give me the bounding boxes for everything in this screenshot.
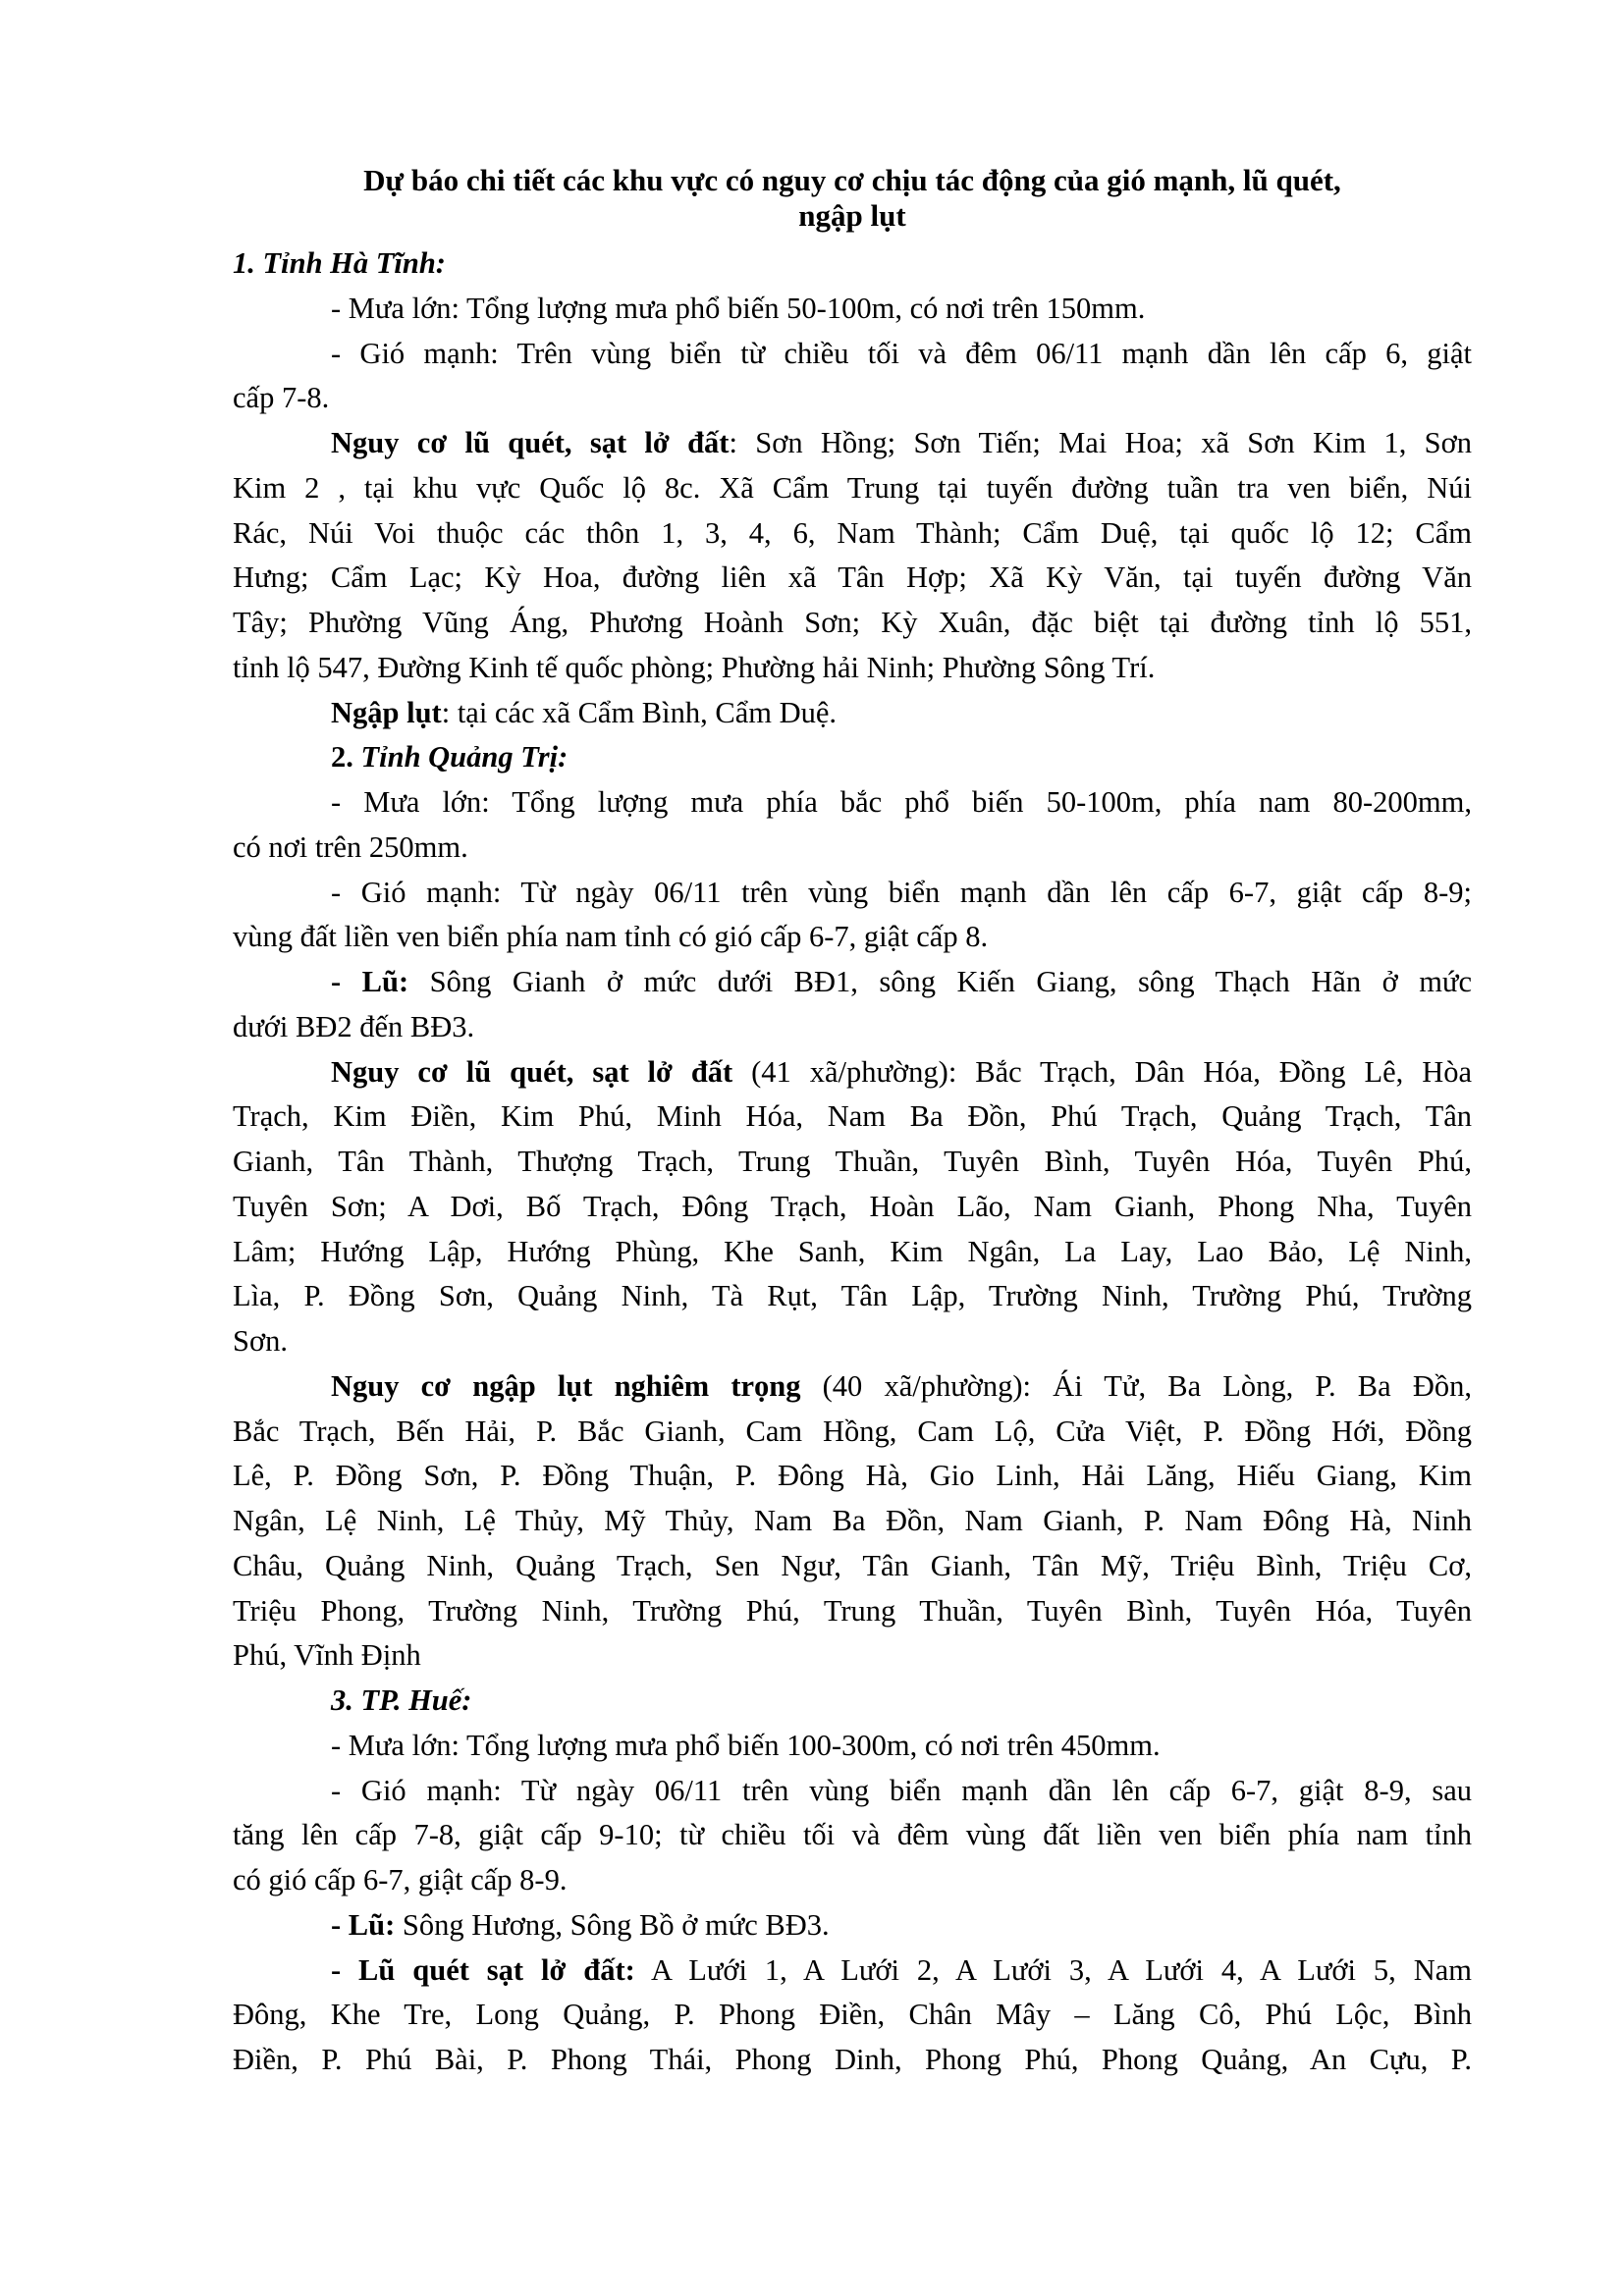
emphasis-text: 2. [331, 740, 361, 774]
body-text: Sông Hương, Sông Bồ ở mức BĐ3. [395, 1907, 830, 1942]
text-line [331, 1054, 1472, 1090]
body-text: Đông, Khe Tre, Long Quảng, P. Phong Điền, Chân Mây – Lăng Cô, Phú Lộc, Bình [233, 1998, 1472, 2032]
text-line [233, 2042, 1472, 2077]
emphasis-text: 3. TP. Huế: [331, 1683, 472, 1717]
text-line [331, 695, 1472, 730]
text-line [331, 291, 1472, 326]
body-text: Ngân, Lệ Ninh, Lệ Thủy, Mỹ Thủy, Nam Ba Đồn, Nam Gianh, P. Nam Đông Hà, Ninh [233, 1504, 1472, 1537]
emphasis-text: Ngập lụt [331, 695, 442, 729]
body-text: Triệu Phong, Trường Ninh, Trường Phú, Trung Thuần, Tuyên Bình, Tuyên Hóa, Tuyên [233, 1593, 1472, 1628]
body-text: - Mưa lớn: Tổng lượng mưa phổ biến 100-300m, có nơi trên 450mm. [331, 1728, 1161, 1762]
body-text: Sơn. [233, 1324, 288, 1358]
text-line [233, 605, 1472, 640]
text-line [233, 829, 1472, 865]
emphasis-text: 1. Tỉnh Hà Tĩnh: [233, 246, 446, 280]
body-text: Hưng; Cẩm Lạc; Kỳ Hoa, đường liên xã Tân Hợp; Xã Kỳ Văn, tại tuyến đường Văn [233, 561, 1472, 595]
document-title [233, 163, 1472, 234]
text-line [331, 1773, 1472, 1808]
emphasis-text: - Lũ: [331, 1907, 396, 1942]
body-text: : tại các xã Cẩm Bình, Cẩm Duệ. [441, 695, 838, 729]
body-text: vùng đất liền ven biển phía nam tỉnh có gió cấp 6-7, giật cấp 8. [233, 920, 989, 954]
emphasis-text: - Lũ: [331, 965, 409, 998]
text-line [331, 784, 1472, 820]
body-text: dưới BĐ2 đến BĐ3. [233, 1009, 475, 1043]
text-line [233, 1234, 1472, 1269]
body-text: Sông Gianh ở mức dưới BĐ1, sông Kiến Giang, sông Thạch Hãn ở mức [408, 965, 1472, 998]
body-text: Kim 2 , tại khu vực Quốc lộ 8c. Xã Cẩm Trung tại tuyến đường tuần tra ven biển, Núi [233, 470, 1472, 505]
text-line [233, 1458, 1472, 1493]
body-text: (41 xã/phường): Bắc Trạch, Dân Hóa, Đồng Lê, Hòa [732, 1054, 1473, 1089]
text-line [233, 380, 1472, 415]
text-line [331, 1368, 1472, 1404]
emphasis-text: - Lũ quét sạt lở đất: [331, 1952, 635, 1987]
text-line [331, 875, 1472, 910]
body-text: Gianh, Tân Thành, Thượng Trạch, Trung Thuần, Tuyên Bình, Tuyên Hóa, Tuyên Phú, [233, 1145, 1472, 1178]
body-text: Rác, Núi Voi thuộc các thôn 1, 3, 4, 6, Nam Thành; Cẩm Duệ, tại quốc lộ 12; Cẩm [233, 515, 1472, 550]
body-text: Lìa, P. Đồng Sơn, Quảng Ninh, Tà Rụt, Tân Lập, Trường Ninh, Trường Phú, Trường [233, 1279, 1472, 1313]
text-line [233, 1189, 1472, 1224]
body-text: Điền, P. Phú Bài, P. Phong Thái, Phong Dinh, Phong Phú, Phong Quảng, An Cựu, P. [233, 2043, 1472, 2076]
text-line [233, 1997, 1472, 2032]
text-line [331, 1907, 1472, 1943]
body-text: - Gió mạnh: Từ ngày 06/11 trên vùng biển mạnh dần lên cấp 6-7, giật cấp 8-9; [331, 875, 1472, 909]
title-line-2: ngập lụt [798, 198, 906, 233]
body-text: Phú, Vĩnh Định [233, 1638, 421, 1673]
body-text: Tuyên Sơn; A Dơi, Bố Trạch, Đông Trạch, Hoàn Lão, Nam Gianh, Phong Nha, Tuyên [233, 1189, 1472, 1223]
emphasis-text: Tỉnh Quảng Trị: [360, 740, 568, 774]
body-text: tăng lên cấp 7-8, giật cấp 9-10; từ chiều tối và đêm vùng đất liền ven biển phía nam tỉnh [233, 1818, 1472, 1852]
body-text: Châu, Quảng Ninh, Quảng Trạch, Sen Ngư, Tân Gianh, Tân Mỹ, Triệu Bình, Triệu Cơ, [233, 1548, 1472, 1582]
body-text: Bắc Trạch, Bến Hải, P. Bắc Gianh, Cam Hồng, Cam Lộ, Cửa Việt, P. Đồng Hới, Đồng [233, 1414, 1472, 1448]
text-line [233, 650, 1472, 685]
text-line [233, 1144, 1472, 1179]
body-text: A Lưới 1, A Lưới 2, A Lưới 3, A Lưới 4, A Lưới 5, Nam [634, 1952, 1472, 1987]
text-line [233, 470, 1472, 506]
body-text: - Gió mạnh: Từ ngày 06/11 trên vùng biển mạnh dần lên cấp 6-7, giật 8-9, sau [331, 1773, 1472, 1807]
text-line [233, 919, 1472, 954]
text-line [233, 1548, 1472, 1583]
emphasis-text: Nguy cơ lũ quét, sạt lở đất [331, 426, 730, 459]
text-line [233, 1817, 1472, 1852]
body-text: có gió cấp 6-7, giật cấp 8-9. [233, 1863, 568, 1896]
body-text: tỉnh lộ 547, Đường Kinh tế quốc phòng; Phường hải Ninh; Phường Sông Trí. [233, 650, 1156, 684]
text-line [233, 1593, 1472, 1629]
text-line [233, 245, 1472, 281]
text-line [331, 739, 1472, 774]
text-line [233, 1098, 1472, 1134]
text-line [331, 1728, 1472, 1763]
body-text: - Mưa lớn: Tổng lượng mưa phổ biến 50-100m, có nơi trên 150mm. [331, 291, 1146, 325]
body-text: Tây; Phường Vũng Áng, Phương Hoành Sơn; Kỳ Xuân, đặc biệt tại đường tỉnh lộ 551, [233, 606, 1472, 639]
emphasis-text: Nguy cơ ngập lụt nghiêm trọng [331, 1368, 801, 1403]
text-line [233, 1009, 1472, 1044]
text-line [233, 560, 1472, 595]
text-line [331, 964, 1472, 999]
body-text: có nơi trên 250mm. [233, 829, 468, 864]
text-line [331, 1952, 1472, 1988]
text-line [233, 1414, 1472, 1449]
title-line-1: Dự báo chi tiết các khu vực có nguy cơ chịu tác động của gió mạnh, lũ quét, [363, 163, 1341, 197]
text-line [233, 1637, 1472, 1673]
body-text: - Gió mạnh: Trên vùng biển từ chiều tối và đêm 06/11 mạnh dần lên cấp 6, giật [331, 336, 1472, 370]
text-line [233, 1503, 1472, 1538]
body-text: cấp 7-8. [233, 381, 330, 415]
body-text: Lâm; Hướng Lập, Hướng Phùng, Khe Sanh, Kim Ngân, La Lay, Lao Bảo, Lệ Ninh, [233, 1234, 1472, 1268]
text-line [331, 425, 1472, 460]
text-line [233, 1862, 1472, 1897]
body-text: Lê, P. Đồng Sơn, P. Đồng Thuận, P. Đông Hà, Gio Linh, Hải Lăng, Hiếu Giang, Kim [233, 1459, 1472, 1493]
body-text: (40 xã/phường): Ái Tử, Ba Lòng, P. Ba Đồn, [800, 1368, 1472, 1403]
emphasis-text: Nguy cơ lũ quét, sạt lở đất [331, 1054, 733, 1089]
text-line [233, 1323, 1472, 1359]
body-text: Trạch, Kim Điền, Kim Phú, Minh Hóa, Nam Ba Đồn, Phú Trạch, Quảng Trạch, Tân [233, 1099, 1472, 1134]
text-line [331, 1682, 1472, 1718]
text-line [331, 336, 1472, 371]
body-text: - Mưa lớn: Tổng lượng mưa phía bắc phổ biến 50-100m, phía nam 80-200mm, [331, 785, 1472, 819]
text-line [233, 515, 1472, 551]
text-line [233, 1278, 1472, 1313]
body-text: : Sơn Hồng; Sơn Tiến; Mai Hoa; xã Sơn Kim 1, Sơn [729, 426, 1473, 459]
